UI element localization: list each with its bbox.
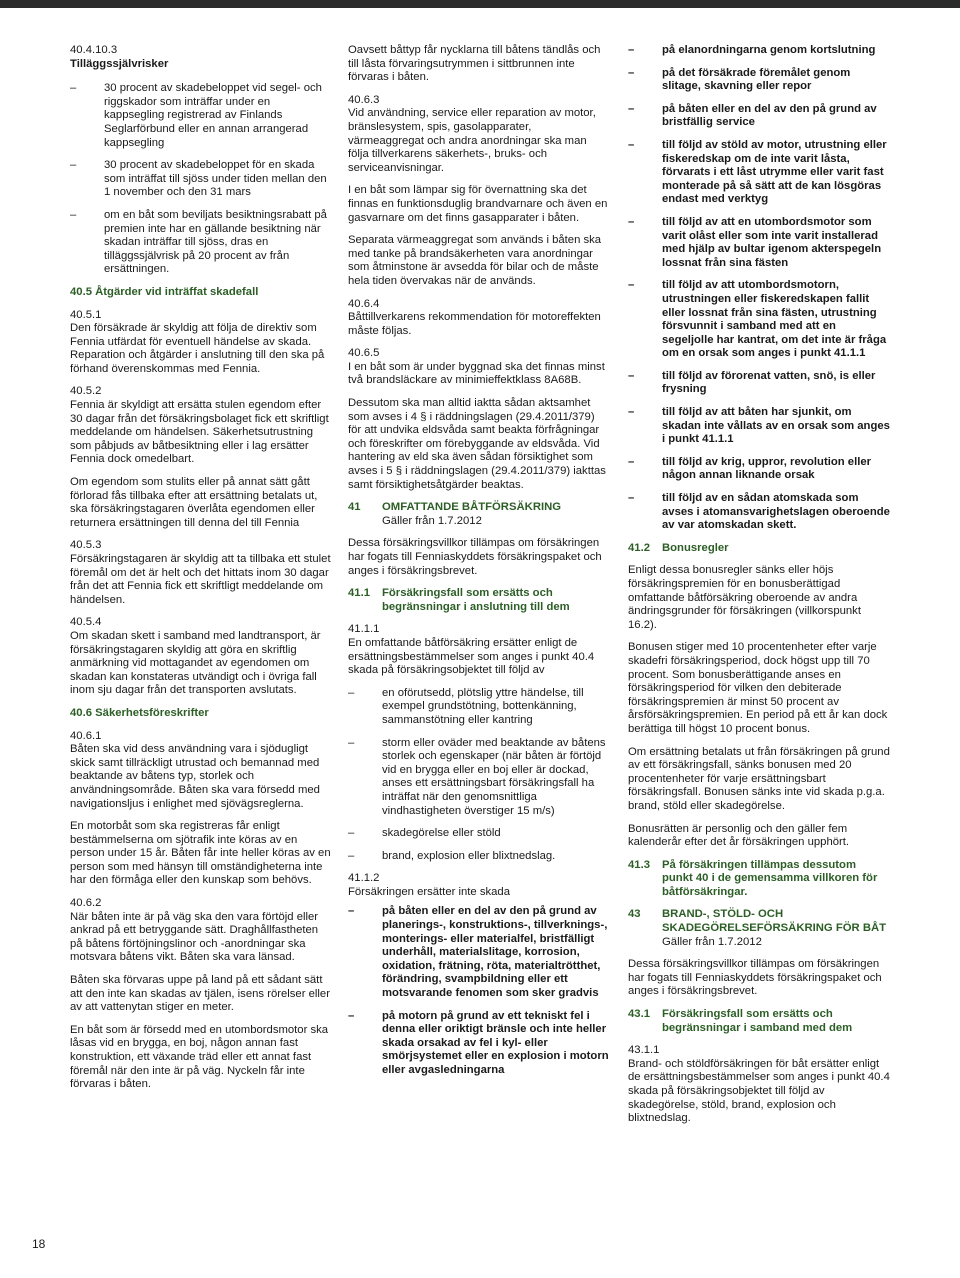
heading-43 [628, 908, 890, 949]
paragraph: Enligt dessa bonusregler sänks eller höjs försäkringspremien för en bonusberättigad omfattande båtförsäkring oberoende av andra ändringsgrunder för försäkringen (villkorspunkt 16.2). [628, 564, 861, 631]
paragraph: Om ersättning betalats ut från försäkringen på grund av ett försäkringsfall, sänks bonusen med 20 procentenheter för varje ersättningsbart försäkringsfall. Bonusen sänks inte vid skada p.g.a. brand, stöld eller skadegörelse. [628, 745, 890, 812]
top-bar [0, 0, 960, 8]
list-item: – om en båt som beviljats besiktningsrabatt på premien inte har en gällande besiktning när skadan inträffar till sjöss, dras en tilläggssjälvrisk på 20 procent av från ersättningen. [70, 209, 332, 277]
heading-title: Försäkringsfall som ersätts och begränsningar i anslutning till dem [382, 587, 570, 613]
paragraph-40-5-3: 40.5.3 Försäkringstagaren är skyldig att ta tillbaka ett stulet föremål om det är helt och det hittats inom 30 dagar från det att Fennia fick ett skriftligt meddelande om händelsen. [70, 539, 331, 606]
paragraph-40-6-5: 40.6.5 I en båt som är under byggnad ska det finnas minst två brandsläckare av minimieffektklass 8A68B. [348, 347, 605, 387]
heading-title: Bonusregler [662, 541, 729, 554]
heading-number: 43 [628, 908, 641, 921]
section-heading: Försäkringen ersätter inte skada [348, 885, 511, 898]
heading-40-6: 40.6 Säkerhetsföreskrifter [70, 706, 209, 719]
list-item: – till följd av att utombordsmotorn, utrustningen eller fiskeredskapen fallit eller lossnat från sina fästen, utrustning försvunnit i samband med att en segeljolle har kantrat, om det inte är fråga om en orsak som anges i punkt 41.1.1 [628, 279, 890, 361]
heading-41 [348, 501, 610, 528]
section-40-4-10-3 [70, 44, 332, 71]
paragraph-40-6-2: 40.6.2 När båten inte är på väg ska den vara förtöjd eller ankrad på ett betryggande sätt. Draghållfastheten på båtens förtöjningslinor och -anordningar ska motsvara båtens vikt. Båten ska vara länsad. [70, 897, 319, 964]
paragraph-40-5-2: 40.5.2 Fennia är skyldigt att ersätta stulen egendom efter 30 dagar från det försäkringsbolaget fick ett skriftligt meddelande om händelsen. Säkerhetsutrustning som påbjuds av båtbesiktning eller i lag ersätter Fennia dock omedelbart. [70, 385, 329, 466]
heading-41-2 [628, 542, 890, 556]
paragraph-41-1-2 [348, 872, 610, 899]
paragraph: Dessa försäkringsvillkor tillämpas om försäkringen har fogats till Fenniaskyddets försäkringspaket och anges i försäkringsbrevet. [628, 958, 882, 998]
list-item: – på motorn på grund av ett tekniskt fel i denna eller oriktigt bränsle och inte heller skada orsakad av fel i kyl- eller smörjsystemet eller en explosion i motorn eller avgasledningarna [348, 1010, 610, 1078]
heading-title: Försäkringsfall som ersätts och begränsningar i samband med dem [662, 1008, 853, 1034]
paragraph-40-6-3: 40.6.3 Vid användning, service eller reparation av motor, bränslesystem, spis, gasolapparater, värmeaggregat och andra anordningar ska man följa tillverkarens säkerhets-, bruks- och serviceanvisningar. [348, 93, 596, 174]
paragraph: En motorbåt som ska registreras får enligt bestämmelserna om sjötrafik inte köras av en person under 15 år. Båten får inte heller köras av en person som med hänsyn till omständigheterna inte har den förmåga eller den kunskap som behövs. [70, 820, 331, 887]
validity-note: Gäller från 1.7.2012 [382, 514, 482, 527]
list-item: – en oförutsedd, plötslig yttre händelse, till exempel grundstötning, bottenkänning, sammanstötning eller kantring [348, 687, 610, 728]
heading-number: 41.3 [628, 858, 650, 871]
heading-number: 41 [348, 501, 361, 514]
paragraph-41-1-1: 41.1.1 En omfattande båtförsäkring ersätter enligt de ersättningsbestämmelser som anges i punkt 40.4 skada på försäkringsobjektet till följd av [348, 623, 595, 677]
paragraph: Båten ska förvaras uppe på land på ett sådant sätt att den inte kan skadas av tjälen, isens rörelser eller av att vattenytan stiger en meter. [70, 974, 330, 1014]
list-item: – till följd av stöld av motor, utrustning eller fiskeredskap om de inte varit låsta, förvarats i ett låst utrymme eller varit fast monterade på så sätt att de kan lösgöras endast med verktyg [628, 139, 890, 207]
column-left [70, 44, 332, 1101]
list-item: – på elanordningarna genom kortslutning [628, 44, 890, 58]
paragraph-40-5-4: 40.5.4 Om skadan skett i samband med landtransport, är försäkringstagaren skyldig att göra en skriftlig anmärkning vid mottagandet av egendomen om skadan kan konstateras utvändigt och i övriga fall inom sju dagar från det transporten avslutats. [70, 616, 321, 697]
heading-title: BRAND-, STÖLD- OCH SKADEGÖRELSEFÖRSÄKRING FÖR BÅT [662, 908, 887, 935]
list-item: – till följd av krig, uppror, revolution eller någon annan liknande orsak [628, 456, 890, 483]
exclusion-list [348, 905, 610, 1077]
section-heading: Tilläggssjälvrisker [70, 57, 169, 70]
heading-number: 43.1 [628, 1008, 650, 1021]
heading-number: 41.1 [348, 587, 370, 600]
heading-41-1 [348, 587, 610, 614]
paragraph: Bonusen stiger med 10 procentenheter efter varje skadefri försäkringsperiod, dock högst upp till 70 procent. Som bonusberättigande anses en försäkringsperiod för vilken den debiterade försäkringspremien är minst 50 procent av årsförsäkringspremien. En period på ett år kan dock berättiga till högst 10 procent bonus. [628, 641, 888, 735]
paragraph: En båt som är försedd med en utombordsmotor ska låsas vid en brygga, en boj, någon annan fast konstruktion, ett växande träd eller ett annat fast föremål när den inte är på väg. Nyckeln får inte förvaras i båten. [70, 1023, 329, 1091]
column-middle [348, 44, 610, 1087]
covered-list [348, 687, 610, 864]
paragraph: Bonusrätten är personlig och den gäller fem kalenderår efter det år försäkringen upphört. [628, 822, 850, 849]
heading-40-5: 40.5 Åtgärder vid inträffat skadefall [70, 285, 259, 298]
section-number: 41.1.2 [348, 872, 380, 885]
list-item: – till följd av en sådan atomskada som avses i atomansvarighetslagen oberoende av var atomskadan skett. [628, 492, 890, 533]
section-number: 40.4.10.3 [70, 44, 118, 56]
column-right [628, 44, 890, 1135]
list-item: – på båten eller en del av den på grund av bristfällig service [628, 103, 890, 130]
paragraph-43-1-1: 43.1.1 Brand- och stöldförsäkringen för båt ersätter enligt de ersättningsbestämmelser som anges i punkt 40.4 skada på försäkringsobjektet till följd av skadegörelse, stöld, brand, explosion och blixtnedslag. [628, 1044, 890, 1125]
list-item: – 30 procent av skadebeloppet vid segel- och riggskador som inträffar under en kappsegling registrerad av Finlands Seglarförbund eller en annan arrangerad kappsegling [70, 82, 332, 150]
paragraph: I en båt som lämpar sig för övernattning ska det finnas en funktionsduglig brandvarnare och även en gasvarnare om det finns gasapparater i båten. [348, 184, 608, 224]
list-item: – till följd av att en utombordsmotor som varit olåst eller som inte varit installerad med hjälp av bultar igenom akterspegeln lossnat från sina fästen [628, 216, 890, 270]
paragraph-40-5-1: 40.5.1 Den försäkrade är skyldig att följa de direktiv som Fennia utfärdat för eventuell händelse av skada. Reparation och åtgärder i anslutning till den ska på förhand överenskommas med Fennia. [70, 308, 325, 375]
paragraph: Dessa försäkringsvillkor tillämpas om försäkringen har fogats till Fenniaskyddets försäkringspaket och anges i försäkringsbrevet. [348, 537, 602, 577]
list-item: – brand, explosion eller blixtnedslag. [348, 850, 610, 864]
paragraph-40-6-1: 40.6.1 Båten ska vid dess användning vara i sjödugligt skick samt tillräckligt utrustad och bemannad med beaktande av båtens typ, storlek och användningsområde. Båten ska vara försedd med navigationsljus i enlighet med sjövägsreglerna. [70, 729, 320, 810]
list-item: – till följd av att båten har sjunkit, om skadan inte vållats av en orsak som anges i punkt 41.1.1 [628, 406, 890, 447]
heading-number: 41.2 [628, 541, 650, 554]
heading-43-1 [628, 1008, 890, 1035]
heading-title: På försäkringen tillämpas dessutom punkt 40 i de gemensamma villkoren för båtförsäkringar. [662, 858, 878, 898]
deductible-list [70, 82, 332, 277]
paragraph: Om egendom som stulits eller på annat sätt gått förlorad fås tillbaka efter att ersättning betalats ut, ska försäkringstagaren överlåta egendomen eller returnera ersättningen till denna del till Fennia [70, 476, 318, 529]
list-item: – storm eller oväder med beaktande av båtens storlek och egenskaper (när båten är förtöjd vid en brygga eller en boj eller är dockad, anses ett ersättningsbart försäkringsfall ha inträffat när den genomsnittliga vindhastigheten överstiger 15 m/s) [348, 737, 610, 819]
list-item: – på det försäkrade föremålet genom slitage, skavning eller repor [628, 67, 890, 94]
heading-title: OMFATTANDE BÅTFÖRSÄKRING [382, 501, 562, 514]
paragraph: Oavsett båttyp får nycklarna till båtens tändlås och till låsta förvaringsutrymmen i sittbrunnen inte förvaras i båten. [348, 44, 601, 84]
list-item: – skadegörelse eller stöld [348, 827, 610, 841]
exclusion-list-continued [628, 44, 890, 533]
paragraph: Separata värmeaggregat som används i båten ska med tanke på brandsäkerheten vara anordningar som åtminstone är avsedda för bilar och de måste hela tiden övervakas när de används. [348, 234, 602, 287]
list-item: – 30 procent av skadebeloppet för en skada som inträffat till sjöss under tiden mellan den 1 november och den 31 mars [70, 159, 332, 200]
list-item: – på båten eller en del av den på grund av planerings-, konstruktions-, tillverknings-, monterings- eller materialfel, bristfälligt underhåll, materialslitage, korrosion, oxidation, frätning, röta, materialtrötthet, förändring, svampbildning eller ett motsvarande fenomen som sker gradvis [348, 905, 610, 1000]
page-number: 18 [32, 1237, 46, 1251]
list-item: – till följd av förorenat vatten, snö, is eller frysning [628, 370, 890, 397]
heading-41-3 [628, 859, 890, 900]
paragraph-40-6-4: 40.6.4 Båttillverkarens rekommendation för motoreffekten måste följas. [348, 297, 601, 337]
validity-note: Gäller från 1.7.2012 [662, 935, 762, 948]
paragraph: Dessutom ska man alltid iaktta sådan aktsamhet som avses i 4 § i räddningslagen (29.4.2011/379) för att undvika eldsvåda samt beakta förfrågningar och föreskrifter om förebyggande av eldsvåda. Vid hantering av eld ska även sådan försiktighet som avses i 5 § i räddningslagen (29.4.2011/379) iakttas samt försiktighetsåtgärder beaktas. [348, 397, 606, 491]
